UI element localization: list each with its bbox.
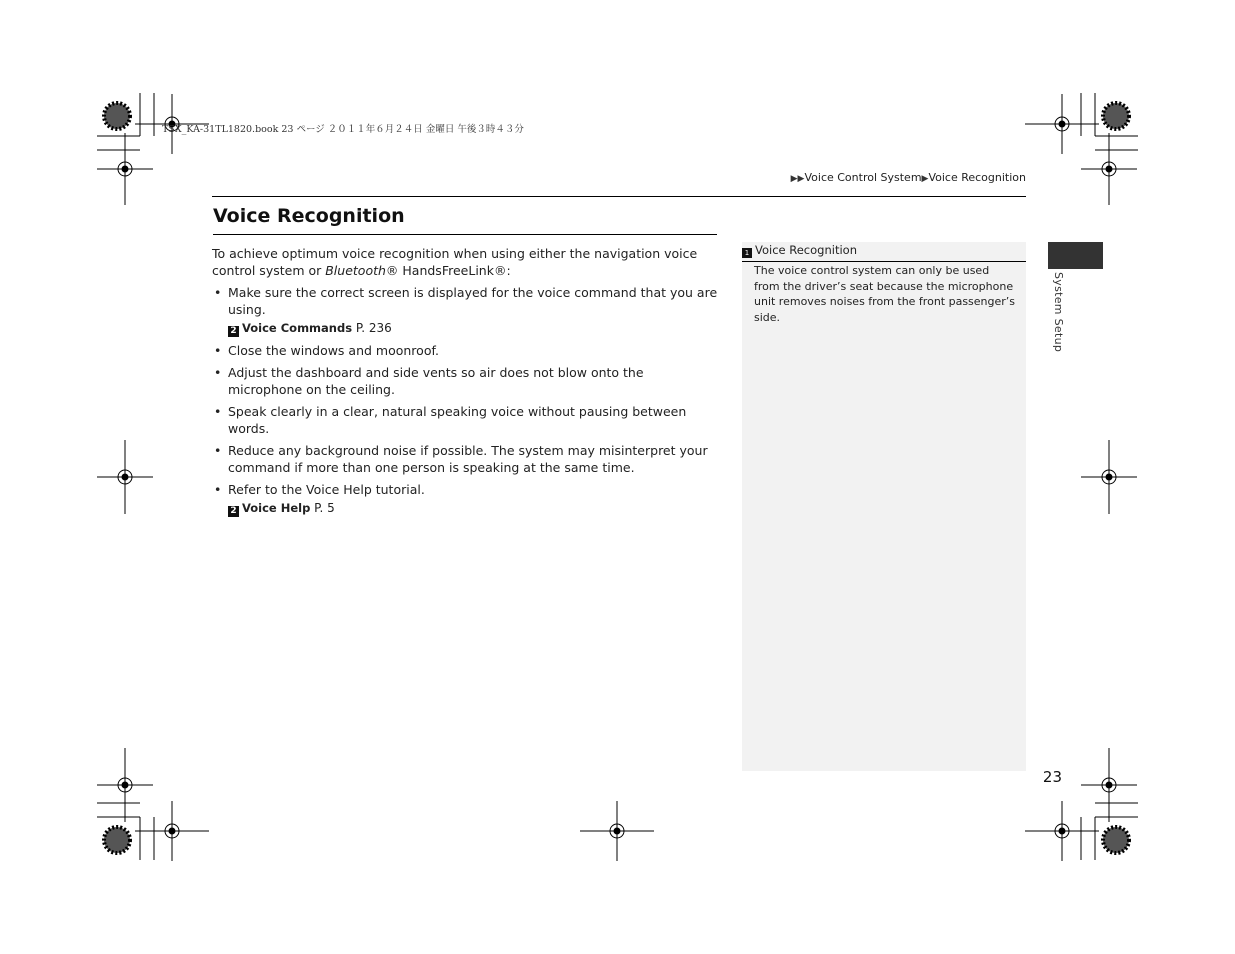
section-tab <box>1048 242 1103 269</box>
breadcrumb-separator: ▶ <box>921 174 929 184</box>
bullet: • <box>214 285 222 300</box>
bullet: • <box>214 365 222 380</box>
list-item-text: Make sure the correct screen is displayed for the voice command that you are using. <box>228 285 718 317</box>
sidebar-heading <box>742 242 1026 262</box>
list-item <box>212 403 718 437</box>
list-item <box>212 284 718 337</box>
list-item-text: Reduce any background noise if possible. The system may misinterpret your command if more than one person is speaking at the same time. <box>228 443 708 475</box>
xref-icon: 2 <box>228 506 239 517</box>
title-rule <box>213 234 717 235</box>
xref-label: Voice Help <box>242 501 311 515</box>
print-info: TSX_KA-31TL1820.book 23 ページ ２０１１年６月２４日 金曜日 午後３時４３分 <box>162 124 524 135</box>
sidebar-heading-text: Voice Recognition <box>755 243 857 257</box>
page-number: 23 <box>1042 768 1062 786</box>
list-item-text: Adjust the dashboard and side vents so air does not blow onto the microphone on the ceiling. <box>228 365 644 397</box>
list-item <box>212 481 718 517</box>
list-item-text: Speak clearly in a clear, natural speaking voice without pausing between words. <box>228 404 687 436</box>
breadcrumb-arrows: ▶▶ <box>790 174 805 184</box>
list-item <box>212 364 718 398</box>
intro-paragraph <box>212 245 718 279</box>
xref-label: Voice Commands <box>242 321 353 335</box>
page-title: Voice Recognition <box>213 205 405 227</box>
list-item <box>212 342 718 359</box>
breadcrumb-page: Voice Recognition <box>928 171 1026 184</box>
intro-italic: Bluetooth <box>325 263 386 278</box>
breadcrumb <box>760 171 1026 184</box>
main-content <box>212 245 718 522</box>
list-item-text: Close the windows and moonroof. <box>228 343 439 358</box>
note-icon: 1 <box>742 248 752 258</box>
xref-page: P. 236 <box>352 321 392 335</box>
header-rule <box>212 196 1026 197</box>
bullet: • <box>214 404 222 419</box>
xref-voice-commands[interactable] <box>228 320 718 337</box>
list-item-text: Refer to the Voice Help tutorial. <box>228 482 425 497</box>
xref-voice-help[interactable] <box>228 500 718 517</box>
bullet: • <box>214 482 222 497</box>
xref-page: P. 5 <box>310 501 335 515</box>
bullet: • <box>214 343 222 358</box>
list-item <box>212 442 718 476</box>
bullet: • <box>214 443 222 458</box>
intro-text-end: ® HandsFreeLink®: <box>385 263 511 278</box>
intro-text: To achieve optimum voice recognition when using either the navigation voice control system or <box>212 246 698 278</box>
section-label: System Setup <box>1052 272 1065 353</box>
sidebar-body: The voice control system can only be used from the driver’s seat because the microphone unit removes noises from the front passenger’s side. <box>754 264 1016 324</box>
breadcrumb-section[interactable]: Voice Control System <box>804 171 922 184</box>
tips-list <box>212 284 718 517</box>
xref-icon: 2 <box>228 326 239 337</box>
